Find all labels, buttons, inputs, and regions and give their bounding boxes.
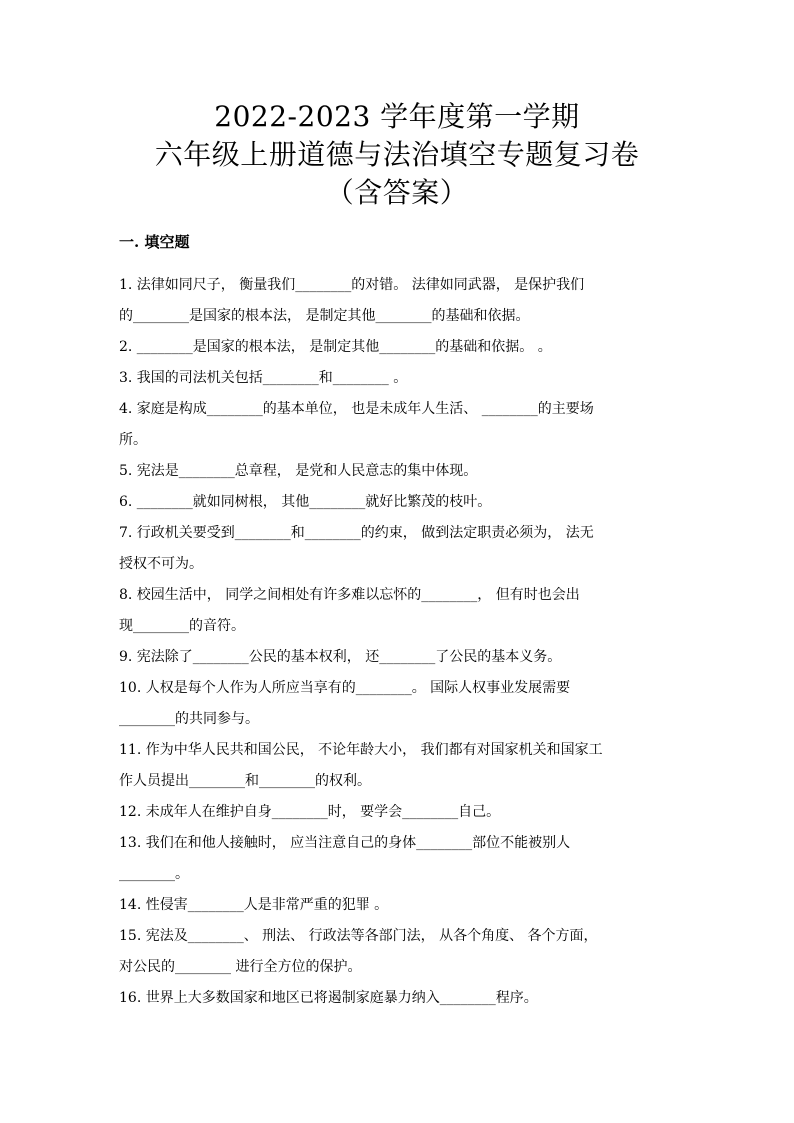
- question-line: 8. 校园生活中， 同学之间相处有许多难以忘怀的________， 但有时也会出: [119, 587, 580, 603]
- question-line: 14. 性侵害________人是非常严重的犯罪 。: [119, 897, 389, 913]
- question-line: 16. 世界上大多数国家和地区已将遏制家庭暴力纳入________程序。: [119, 990, 538, 1006]
- question-line: ________。: [119, 866, 189, 882]
- question-line: 所。: [119, 432, 147, 448]
- title-block: [0, 98, 794, 212]
- question-line: 现________的音符。: [119, 618, 245, 634]
- question-line: 7. 行政机关要受到________和________的约束， 做到法定职责必须为， 法无: [119, 525, 594, 541]
- question-line: 对公民的________ 进行全方位的保护。: [119, 959, 362, 975]
- title-line-subject: 六年级上册道德与法治填空专题复习卷: [154, 138, 640, 171]
- question-line: 授权不可为。: [119, 556, 203, 572]
- question-line: 10. 人权是每个人作为人所应当享有的________。 国际人权事业发展需要: [119, 680, 571, 696]
- question-line: 2. ________是国家的根本法， 是制定其他________的基础和依据。 。: [119, 339, 552, 355]
- question-line: 11. 作为中华人民共和国公民， 不论年龄大小， 我们都有对国家机关和国家工: [119, 742, 603, 758]
- question-line: 9. 宪法除了________公民的基本权利， 还________了公民的基本义务。: [119, 649, 562, 665]
- section-heading: 一. 填空题: [119, 233, 190, 251]
- question-line: 4. 家庭是构成________的基本单位， 也是未成年人生活、 ________的主要场: [119, 401, 594, 417]
- question-line: 13. 我们在和他人接触时， 应当注意自己的身体________部位不能被别人: [119, 835, 571, 851]
- question-line: 15. 宪法及________、 刑法、 行政法等各部门法， 从各个角度、 各个方面，: [119, 928, 598, 944]
- question-line: 6. ________就如同树根， 其他________就好比繁茂的枝叶。: [119, 494, 492, 510]
- question-line: 5. 宪法是________总章程， 是党和人民意志的集中体现。: [119, 463, 478, 479]
- question-line: 12. 未成年人在维护自身________时， 要学会________自己。: [119, 804, 501, 820]
- question-line: 1. 法律如同尺子， 衡量我们________的对错。 法律如同武器， 是保护我们: [119, 277, 585, 293]
- question-line: ________的共同参与。: [119, 711, 259, 727]
- question-line: 3. 我国的司法机关包括________和________ 。: [119, 370, 408, 386]
- question-line: 作人员提出________和________的权利。: [119, 773, 371, 789]
- title-line-year: 2022-2023 学年度第一学期: [214, 100, 580, 133]
- question-line: 的________是国家的根本法， 是制定其他________的基础和依据。: [119, 308, 530, 324]
- title-line-answers: （含答案）: [325, 176, 469, 209]
- question-list: [119, 270, 675, 1014]
